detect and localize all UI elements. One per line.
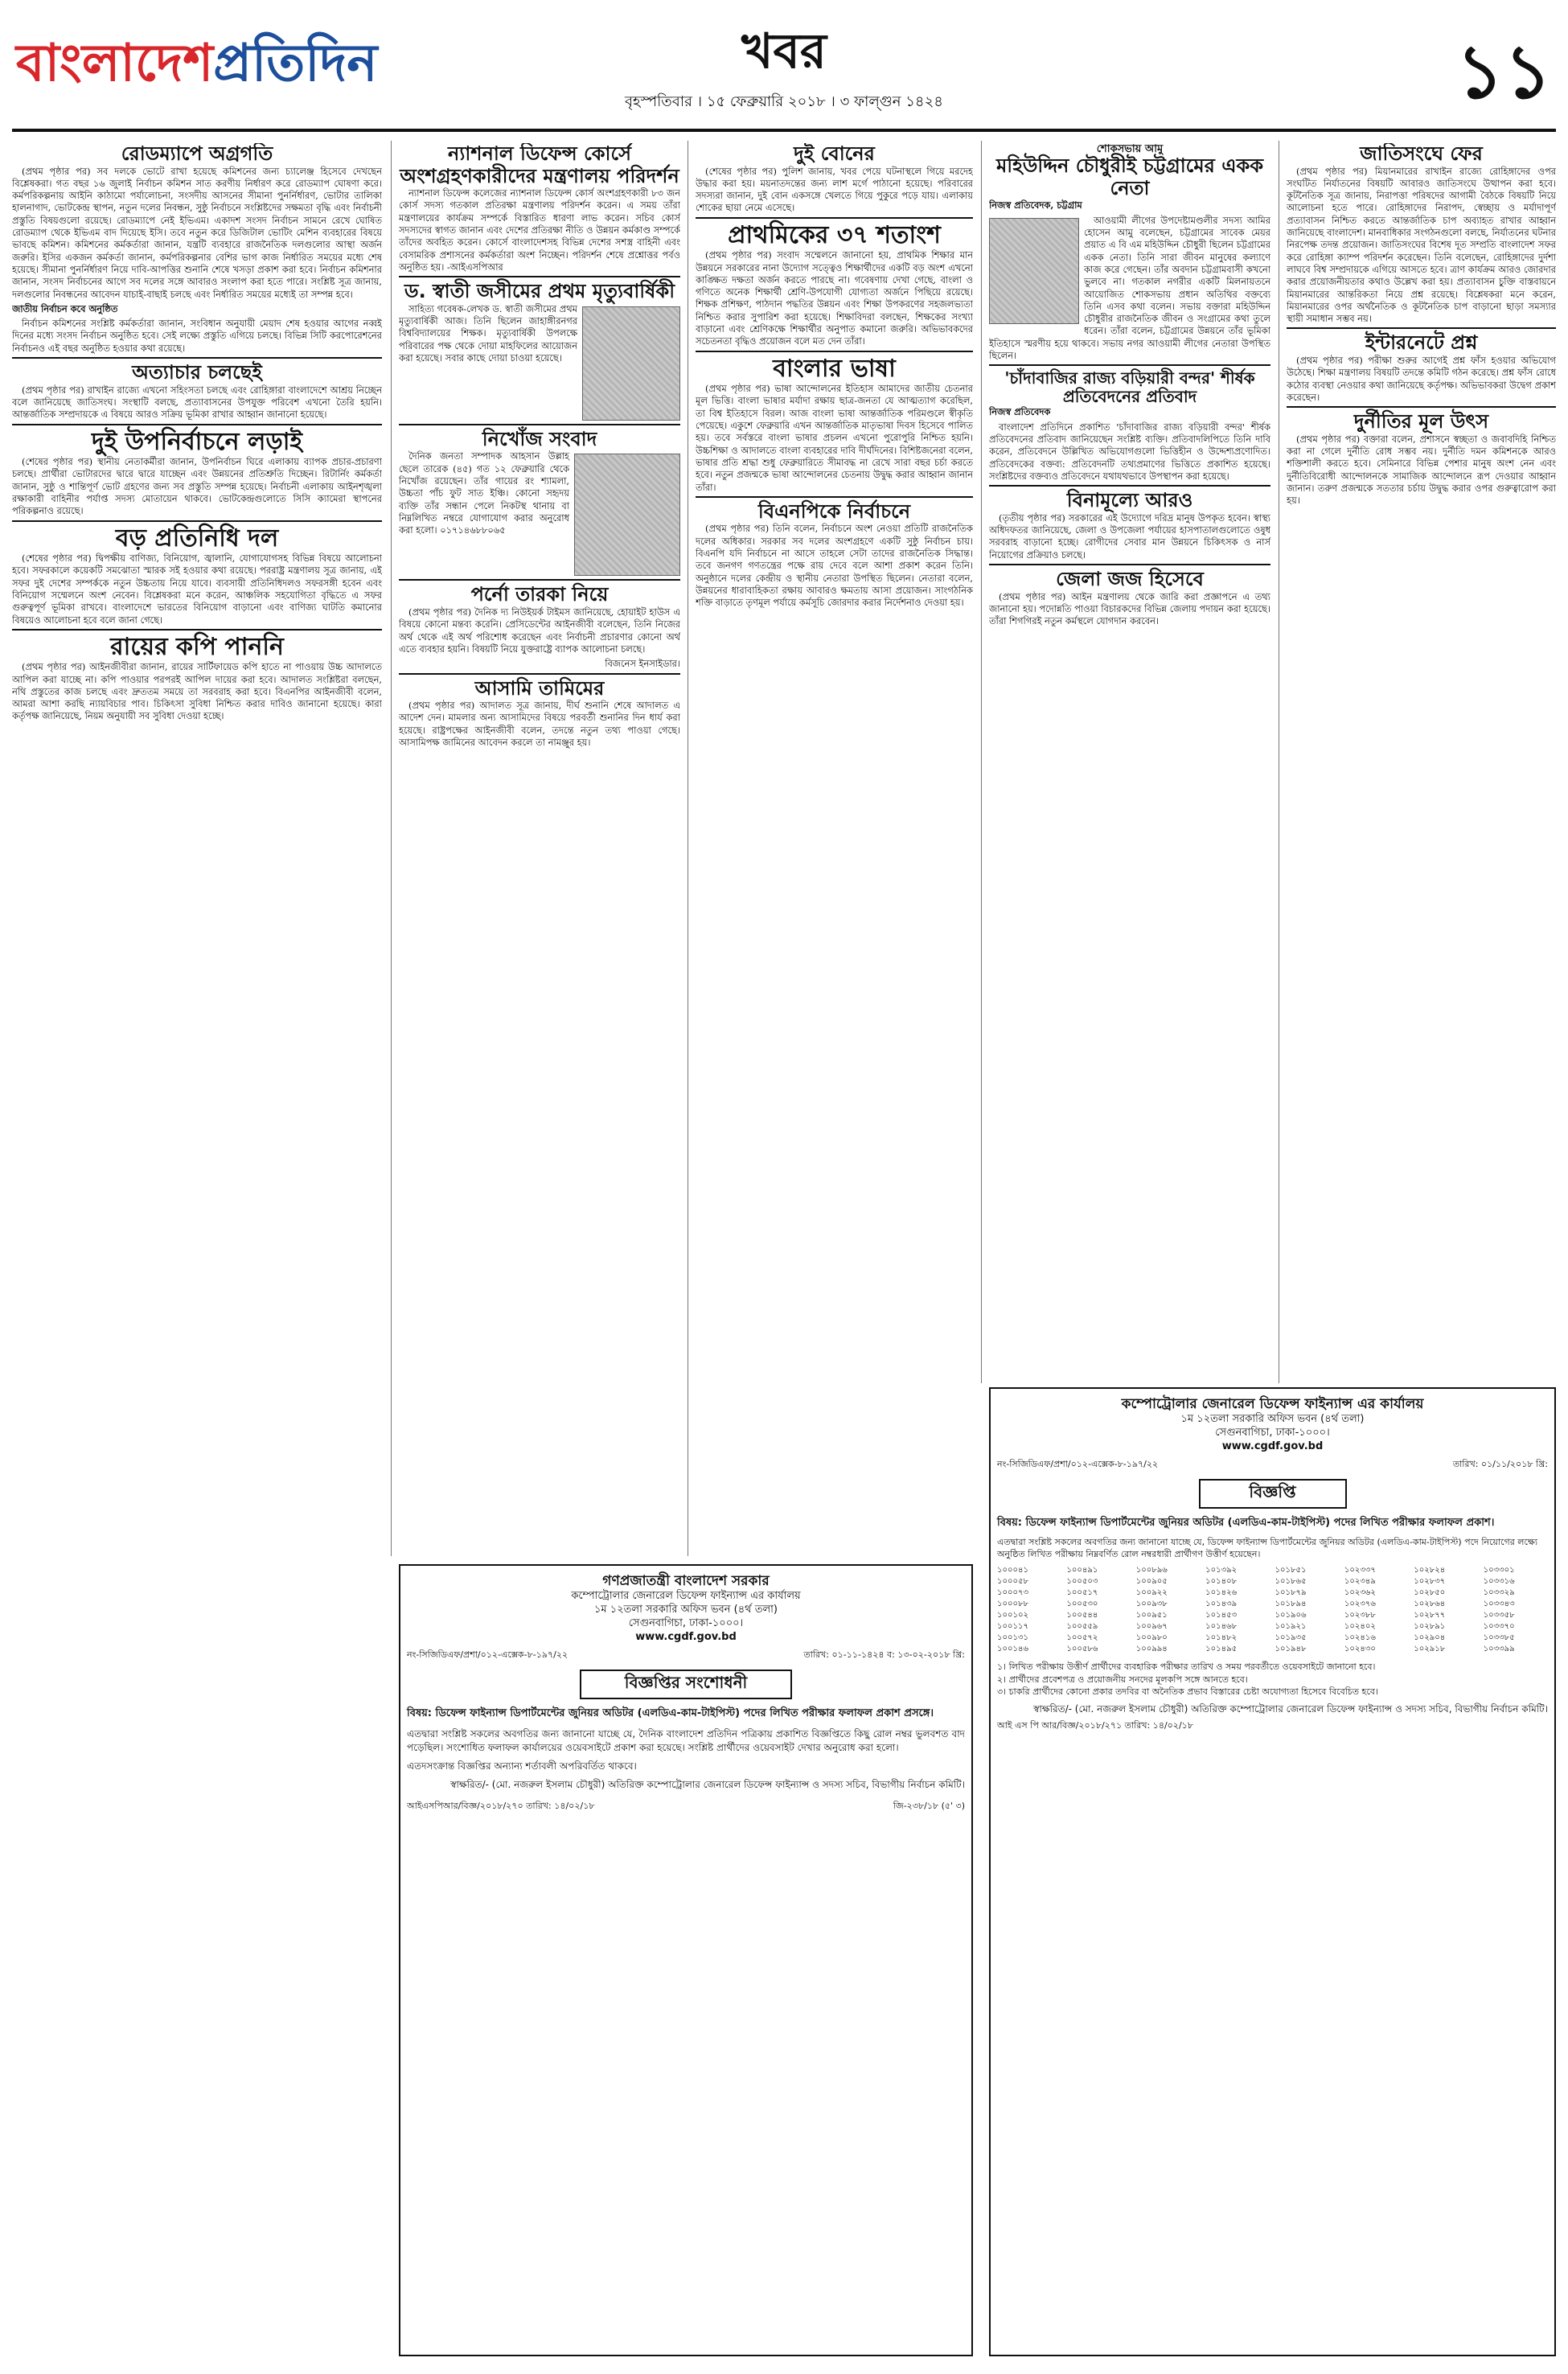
ad1-note: ১। লিখিত পরীক্ষায় উত্তীর্ণ প্রার্থীদের ব্যবহারিক পরীক্ষার তারিখ ও সময় পরবর্তীতে ওয়েবসাইটে জানানো হবে।: [997, 1661, 1376, 1673]
missing-person-photo: [574, 454, 680, 576]
article-body-atrocity: (প্রথম পৃষ্ঠার পর) রাখাইন রাজ্যে এখনো সহিংসতা চলছে এবং রোহিঙ্গারা বাংলাদেশে আশ্রয় নিচ্ছেন বলে জানিয়েছে জাতিসংঘ। সংস্থাটি বলছে, প্রত্যাবাসনের উপযুক্ত পরিবেশ এখনো তৈরি হয়নি। আন্তর্জাতিক সম্প্রদায়কে এ বিষয়ে আরও সক্রিয় ভূমিকা রাখার আহ্বান জানানো হয়েছে।: [12, 384, 382, 421]
roll-number: ১০০০৭৩: [997, 1588, 1028, 1598]
byline-mohiuddin: নিজস্ব প্রতিবেদক, চট্টগ্রাম: [989, 199, 1082, 212]
roll-number: ১০২৩৭৬: [1344, 1600, 1376, 1609]
roll-number: ১০০৪৯১: [1066, 1566, 1098, 1575]
ad2-code: আইএসপিআর/বিজ্ঞ/২০১৮/২৭০ তারিখ: ১৪/০২/১৮: [407, 1801, 595, 1812]
ad2-subject: বিষয়: ডিফেন্স ফাইন্যান্স ডিপার্টমেন্টের জুনিয়র অডিটর (এলডিএ-কাম-টাইপিস্ট) পদের লিখিত পরীক্ষার ফলাফল প্রকাশ প্রসঙ্গে।: [407, 1707, 934, 1719]
roll-number: ১০৩৩২৯: [1483, 1588, 1515, 1598]
headline-bnp[interactable]: বিএনপিকে নির্বাচনে: [696, 496, 973, 524]
headline-twosisters[interactable]: দুই বোনের: [794, 143, 875, 165]
roll-number-grid: [997, 1565, 1548, 1654]
roll-number: ১০২৩৪৯: [1344, 1577, 1376, 1587]
roll-number: ১০০০৪১: [997, 1566, 1028, 1575]
byline-bandar: নিজস্ব প্রতিবেদক: [989, 406, 1051, 418]
roll-number: ১০২৯১৮: [1414, 1645, 1446, 1654]
article-body-missing: দৈনিক জনতা সম্পাদক আহসান উল্লাহ ছেলে তারেক (৪৫) গত ১২ ফেব্রুয়ারি থেকে নিখোঁজ রয়েছেন। তাঁর গায়ের রং শ্যামলা, উচ্চতা পাঁচ ফুট সাত ইঞ্চি। কোনো সহৃদয় ব্যক্তি তাঁর সন্ধান পেলে নিকটস্থ থানায় বা নিম্নলিখিত নম্বরে যোগাযোগ করার অনুরোধ করা হলো। ০১৭১৪৬৮৮০৬৫: [399, 450, 569, 536]
column-5: [1287, 143, 1556, 1378]
column-1: [12, 143, 382, 2347]
subhead-roadmap: জাতীয় নির্বাচন কবে অনুষ্ঠিত: [12, 302, 118, 314]
column-divider: [981, 141, 982, 1383]
ad2-code2: জি-২৩৮/১৮ (৫' ৩): [893, 1801, 965, 1812]
roll-number: ১০০৯৩৮: [1135, 1600, 1168, 1609]
article-body-asami: (প্রথম পৃষ্ঠার পর) আদালত সূত্র জানায়, দীর্ঘ শুনানি শেষে আদালত এ আদেশ দেন। মামলার অন্য আসামিদের বিষয়ে পরবর্তী শুনানির দিন ধার্য করা হয়েছে। রাষ্ট্রপক্ষের আইনজীবী বলেন, তদন্তে নতুন তথ্য পাওয়া গেছে। আসামিপক্ষ জামিনের আবেদন করলে তা নামঞ্জুর হয়।: [399, 700, 680, 749]
ad2-address: সেগুনবাগিচা, ঢাকা-১০০০।: [628, 1616, 744, 1629]
ad1-note: ৩। চাকরি প্রার্থীদের কোনো প্রকার তদবির বা অনৈতিক প্রভাব বিস্তারের চেষ্টা অযোগ্যতা হিসেবে বিবেচিত হবে।: [997, 1686, 1378, 1698]
dateline: বৃহস্পতিবার । ১৫ ফেব্রুয়ারি ২০১৮ । ৩ ফাল্গুন ১৪২৪: [625, 93, 943, 110]
roll-number: ১০২৮৫০: [1414, 1588, 1446, 1598]
headline-atrocity[interactable]: অত্যাচার চলছেই: [12, 357, 382, 384]
article-body-twosisters: (শেষের পৃষ্ঠার পর) পুলিশ জানায়, খবর পেয়ে ঘটনাস্থলে গিয়ে মরদেহ উদ্ধার করা হয়। ময়নাতদন্তের জন্য লাশ মর্গে পাঠানো হয়েছে। পরিবারের সদস্যরা জানান, দুই বোন একসঙ্গে খেলতে গিয়ে পুকুরে পড়ে যায়। এলাকায় শোকের ছায়া নেমে এসেছে।: [696, 165, 973, 214]
article-body-anniversary: সাহিত্য গবেষক-লেখক ড. স্বাতী জসীমের প্রথম মৃত্যুবার্ষিকী আজ। তিনি ছিলেন জাহাঙ্গীরনগর বিশ্ববিদ্যালয়ের শিক্ষক। মৃত্যুবার্ষিকী উপলক্ষে পরিবারের পক্ষ থেকে দোয়া মাহফিলের আয়োজন করা হয়েছে। সবার কাছে দোয়া চাওয়া হয়েছে।: [399, 302, 577, 364]
roll-number: ১০৩৩৮৫: [1483, 1633, 1515, 1643]
ad1-intro: এতদ্বারা সংশ্লিষ্ট সকলের অবগতির জন্য জানানো যাচ্ছে যে, ডিফেন্স ফাইন্যান্স ডিপার্টমেন্টের জুনিয়র অডিটর (এলডিএ-কাম-টাইপিস্ট) পদে নিয়োগের লক্ষ্যে অনুষ্ঠিত লিখিত পরীক্ষায় নিম্নবর্ণিত রোল নম্বরধারী প্রার্থীগণ উত্তীর্ণ হয়েছেন।: [997, 1536, 1538, 1559]
roll-number: ১০২৪১৬: [1344, 1633, 1376, 1643]
headline-language[interactable]: বাংলার ভাষা: [696, 351, 973, 384]
headline-roadmap[interactable]: রোডম্যাপে অগ্রগতি: [121, 143, 273, 165]
roll-number: ১০০০৮৮: [997, 1600, 1028, 1609]
article-body-primary: (প্রথম পৃষ্ঠার পর) সংবাদ সম্মেলনে জানানো হয়, প্রাথমিক শিক্ষার মান উন্নয়নে সরকারের নানা উদ্যোগ সত্ত্বেও শিক্ষার্থীদের একটি বড় অংশ এখনো কাঙ্ক্ষিত দক্ষতা অর্জন করতে পারছে না। গবেষণায় দেখা গেছে, বাংলা ও গণিতে অনেক শিক্ষার্থী শ্রেণি-উপযোগী যোগ্যতা অর্জনে পিছিয়ে রয়েছে। শিক্ষক প্রশিক্ষণ, পাঠদান পদ্ধতির উন্নয়ন এবং শিক্ষা উপকরণের সহজলভ্যতা নিশ্চিত করার সুপারিশ করা হয়েছে। শিক্ষাবিদরা বলছেন, শিক্ষকের সংখ্যা বাড়ানো এবং শ্রেণিকক্ষে শিক্ষার্থীর অনুপাত কমানো জরুরি। অভিভাবকদের সচেতনতা বৃদ্ধিও প্রয়োজন বলে মত দেন তাঁরা।: [696, 249, 973, 347]
roll-number: ১০২৩৬২: [1344, 1588, 1376, 1598]
headline-corruption[interactable]: দুর্নীতির মূল উৎস: [1287, 406, 1556, 433]
roll-number: ১০১৪৯৫: [1205, 1645, 1238, 1654]
article-body-language: (প্রথম পৃষ্ঠার পর) ভাষা আন্দোলনের ইতিহাস আমাদের জাতীয় চেতনার মূল ভিত্তি। বাংলা ভাষার মর্যাদা রক্ষায় ছাত্র-জনতা যে আত্মত্যাগ করেছিল, তা বিশ্ব ইতিহাসে বিরল। আজ বাংলা ভাষা আন্তর্জাতিক পরিমণ্ডলে স্বীকৃতি পেয়েছে। একুশে ফেব্রুয়ারি এখন আন্তর্জাতিক মাতৃভাষা দিবস হিসেবে পালিত হয়। তবে সর্বস্তরে বাংলা ভাষার প্রচলন এখনো পুরোপুরি নিশ্চিত হয়নি। উচ্চশিক্ষা ও আদালতে বাংলা ব্যবহারের দাবি দীর্ঘদিনের। বিশিষ্টজনেরা বলেন, ভাষার প্রতি শ্রদ্ধা শুধু ফেব্রুয়ারিতে সীমাবদ্ধ না রেখে সারা বছর চর্চা করতে হবে। নতুন প্রজন্মকে ভাষা আন্দোলনের চেতনায় উদ্বুদ্ধ করার আহ্বান জানান তাঁরা।: [696, 383, 973, 493]
ad1-website-link[interactable]: www.cgdf.gov.bd: [1221, 1440, 1324, 1452]
headline-primary[interactable]: প্রাথমিকের ৩৭ শতাংশ: [696, 217, 973, 250]
article-body-coffee: (প্রথম পৃষ্ঠার পর) আইনজীবীরা জানান, রায়ের সার্টিফায়েড কপি হাতে না পাওয়ায় উচ্চ আদালতে আপিল করা যাচ্ছে না। কপি পাওয়ার পরপরই আপিল দায়ের করা হবে। আদালত সংশ্লিষ্টরা বলছেন, নথি প্রস্তুতের কাজ চলছে এবং দ্রুততম সময়ে তা সরবরাহ করা হবে। বিএনপির আইনজীবী বলেন, আমরা আশা করছি ন্যায়বিচার পাব। চিকিৎসা সুবিধা নিশ্চিত করার দাবিও জানানো হয়েছে। কারা কর্তৃপক্ষ জানিয়েছে, নিয়ম অনুযায়ী সব সুবিধা দেওয়া হচ্ছে।: [12, 661, 382, 722]
ad2-signature: স্বাক্ষরিত/- (মো. নজরুল ইসলাম চৌধুরী) অতিরিক্ত কম্পোট্রোলার জেনারেল ডিফেন্স ফাইন্যান্স ও সদস্য সচিব, বিভাগীয় নির্বাচন কমিটি।: [450, 1778, 965, 1790]
article-body-bigparty: (শেষের পৃষ্ঠার পর) দ্বিপক্ষীয় বাণিজ্য, বিনিয়োগ, জ্বালানি, যোগাযোগসহ বিভিন্ন বিষয়ে আলোচনা হবে। সফরকালে কয়েকটি সমঝোতা স্মারক সই হওয়ার কথা রয়েছে। পররাষ্ট্র মন্ত্রণালয় সূত্র জানায়, এই সফর দুই দেশের সম্পর্ককে নতুন উচ্চতায় নিয়ে যাবে। ব্যবসায়ী প্রতিনিধিদলও সফরসঙ্গী হবেন এবং বিনিয়োগ সম্মেলনে অংশ নেবেন। বিশ্লেষকরা মনে করেন, আঞ্চলিক সহযোগিতা বৃদ্ধিতে এ সফর গুরুত্বপূর্ণ ভূমিকা রাখবে। বাংলাদেশে ভারতের বিনিয়োগ বাড়ানো এবং বাণিজ্য ঘাটতি কমানোর বিষয়েও আলোচনা হবে বলে জানা গেছে।: [12, 552, 382, 626]
headline-jatisangha[interactable]: জাতিসংঘে ফের: [1360, 143, 1483, 165]
headline-asami[interactable]: আসামি তামিমের: [399, 673, 680, 700]
roll-number: ১০১৮৯৪: [1275, 1600, 1307, 1609]
ad2-website-link[interactable]: www.cgdf.gov.bd: [635, 1630, 737, 1643]
roll-number: ১০০৫০৩: [1066, 1577, 1098, 1587]
ad1-ref: নং-সিজিডিএফ/প্রশা/০১২-এক্সেক-৮-১৯৭/২২: [997, 1458, 1159, 1469]
roll-number: ১০৩৩৯৯: [1483, 1645, 1515, 1654]
article-body-roadmap-2: নির্বাচন কমিশনের সংশ্লিষ্ট কর্মকর্তারা জানান, সংবিধান অনুযায়ী মেয়াদ শেষ হওয়ার আগের নব্বই দিনের মধ্যে সংসদ নির্বাচন অনুষ্ঠিত হবে। সেই লক্ষ্যে প্রস্তুতি এগিয়ে চলছে। বিভিন্ন সিটি করপোরেশনের নির্বাচনও এই বছর অনুষ্ঠিত হওয়ার কথা রয়েছে।: [12, 318, 382, 354]
roll-number: ১০০৯৮০: [1135, 1633, 1168, 1643]
ad1-notes: [997, 1661, 1548, 1698]
masthead-rule: [12, 129, 1556, 132]
roll-number: ১০০৯০৫: [1135, 1577, 1168, 1587]
article-body-byelection: (শেষের পৃষ্ঠার পর) স্থানীয় নেতাকর্মীরা জানান, উপনির্বাচন ঘিরে এলাকায় ব্যাপক প্রচার-প্রচারণা চলছে। প্রার্থীরা ভোটারদের দ্বারে দ্বারে যাচ্ছেন এবং উন্নয়নের প্রতিশ্রুতি দিচ্ছেন। রিটার্নিং কর্মকর্তা জানান, সুষ্ঠু ও শান্তিপূর্ণ ভোট গ্রহণের জন্য সব প্রস্তুতি সম্পন্ন হয়েছে। নির্বাচনী এলাকায় আইনশৃঙ্খলা রক্ষাকারী বাহিনীর পর্যাপ্ত সদস্য মোতায়েন থাকবে। ভোটকেন্দ্রগুলোতে সিসি ক্যামেরা স্থাপনের পরিকল্পনাও রয়েছে।: [12, 456, 382, 517]
article-body-bandar: বাংলাদেশ প্রতিদিনে প্রকাশিত 'চাঁদাবাজির রাজ্য বড়িয়ারী বন্দর' শীর্ষক প্রতিবেদনের প্রতিবাদ জানিয়েছেন সংশ্লিষ্ট ব্যক্তি। প্রতিবাদলিপিতে তিনি দাবি করেন, প্রতিবেদনে উল্লিখিত অভিযোগগুলো ভিত্তিহীন ও উদ্দেশ্যপ্রণোদিত। প্রতিবেদকের বক্তব্য: প্রতিবেদনটি তথ্যপ্রমাণের ভিত্তিতে প্রকাশিত হয়েছে। সংশ্লিষ্টদের বক্তব্যও প্রতিবেদনে যথাযথভাবে উপস্থাপন করা হয়েছে।: [989, 421, 1270, 482]
section-title: খবর: [741, 23, 827, 80]
roll-number: ১০১৪৫৩: [1205, 1611, 1238, 1620]
masthead: [0, 0, 1568, 165]
roll-number: ১০৩৩৫৮: [1483, 1611, 1515, 1620]
headline-defence[interactable]: ন্যাশনাল ডিফেন্স কোর্সে অংশগ্রহণকারীদের মন্ত্রণালয় পরিদর্শন: [400, 143, 679, 187]
govt-notice-correction: [399, 1564, 973, 2356]
headline-anniversary[interactable]: ড. স্বাতী জসীমের প্রথম মৃত্যুবার্ষিকী: [399, 276, 680, 303]
roll-number: ১০০১১৭: [997, 1622, 1028, 1632]
article-body-corruption: (প্রথম পৃষ্ঠার পর) বক্তারা বলেন, প্রশাসনে স্বচ্ছতা ও জবাবদিহি নিশ্চিত করা না গেলে দুর্নীতি রোধ সম্ভব নয়। দুর্নীতি দমন কমিশনকে আরও শক্তিশালী করতে হবে। সেমিনারে বিভিন্ন পেশার মানুষ অংশ নেন এবং দুর্নীতিবিরোধী আন্দোলনকে সামাজিক আন্দোলনে রূপ দেওয়ার আহ্বান জানান। তরুণ প্রজন্মকে সততার চর্চায় উদ্বুদ্ধ করার ওপর গুরুত্বারোপ করা হয়।: [1287, 433, 1556, 507]
roll-number: ১০০৫৪৪: [1066, 1611, 1098, 1620]
roll-number: ১০০১৩১: [997, 1633, 1028, 1643]
headline-porn[interactable]: পর্নো তারকা নিয়ে: [399, 579, 680, 606]
roll-number: ১০২৪০২: [1344, 1622, 1376, 1632]
roll-number: ১০২৮৭৭: [1414, 1611, 1446, 1620]
ad2-title2: কম্পোট্রোলার জেনারেল ডিফেন্স ফাইন্যান্স এর কার্যালয়: [571, 1590, 801, 1603]
roll-number: ১০২৮৯১: [1414, 1622, 1446, 1632]
headline-internet[interactable]: ইন্টারনেটে প্রশ্ন: [1287, 327, 1556, 355]
headline-bigparty[interactable]: বড় প্রতিনিধি দল: [12, 520, 382, 553]
roll-number: ১০০৯২২: [1135, 1588, 1168, 1598]
govt-notice-result: [989, 1387, 1556, 2356]
roll-number: ১০০৯৬৭: [1135, 1622, 1168, 1632]
headline-byelection[interactable]: দুই উপনির্বাচনে লড়াই: [12, 424, 382, 457]
article-body-bnp: (প্রথম পৃষ্ঠার পর) তিনি বলেন, নির্বাচনে অংশ নেওয়া প্রতিটি রাজনৈতিক দলের অধিকার। সরকার সব দলের অংশগ্রহণে একটি সুষ্ঠু নির্বাচন চায়। বিএনপি যদি নির্বাচনে না আসে তাহলে সেটা তাদের রাজনৈতিক সিদ্ধান্ত। তবে জনগণ গণতন্ত্রের পক্ষে রায় দেবে বলে আশা প্রকাশ করেন তিনি। অনুষ্ঠানে দলের কেন্দ্রীয় ও স্থানীয় নেতারা উপস্থিত ছিলেন। নেতারা বলেন, উন্নয়নের ধারাবাহিকতা রক্ষায় আবারও ক্ষমতায় আসা প্রয়োজন। সাংগঠনিক শক্তি বাড়াতে তৃণমূল পর্যায়ে কর্মসূচি জোরদার করার নির্দেশনাও দেওয়া হয়।: [696, 523, 973, 609]
headline-coffee[interactable]: রায়ের কপি পাননি: [12, 629, 382, 662]
roll-number: ১০০৫৭২: [1066, 1633, 1098, 1643]
roll-number: ১০০৫৫৯: [1066, 1622, 1098, 1632]
headline-missing[interactable]: নিখোঁজ সংবাদ: [399, 424, 680, 451]
roll-number: ১০০৫১৭: [1066, 1588, 1098, 1598]
ad2-title: গণপ্রজাতন্ত্রী বাংলাদেশ সরকার: [602, 1573, 770, 1589]
roll-number: ১০১৪৮২: [1205, 1633, 1238, 1643]
roll-number: ১০০৫৩০: [1066, 1600, 1098, 1609]
article-body-roadmap: (প্রথম পৃষ্ঠার পর) সব দলকে ভোটে রাখা হয়েছে কমিশনের জন্য চ্যালেঞ্জ হিসেবে দেখছেন বিশ্লেষকরা। গত বছর ১৬ জুলাই নির্বাচন কমিশন সাত করণীয় নির্ধারণ করে রোডম্যাপ ঘোষণা করে। কর্মপরিকল্পনায় আইনি কাঠামো পর্যালোচনা, সংসদীয় আসনের সীমানা পুনর্নির্ধারণ, ভোটার তালিকা হালনাগাদ, ভোটকেন্দ্র স্থাপন, নতুন দলের নিবন্ধন, সুষ্ঠু নির্বাচনে সংশ্লিষ্টদের সক্ষমতা বৃদ্ধি এবং নির্বাচনী প্রস্তুতি বিষয়গুলো রয়েছে। রোডম্যাপে নেই ইভিএম। একাদশ সংসদ নির্বাচন সামনে রেখে ঘোষিত রোডম্যাপ থেকে ইভিএম বাদ দিয়েছে ইসি। তবে নতুন করে ডিজিটাল ভোটিং মেশিন ব্যবহারের বিষয়ে ভাবছে কমিশন। কমিশনের কর্মকর্তারা জানান, যন্ত্রটি ব্যবহারে রাজনৈতিক দলগুলোর আস্থা অর্জন জরুরি। ইসির একজন কর্মকর্তা জানান, কর্মপরিকল্পনার বেশির ভাগ কাজ নির্ধারিত সময়ের মধ্যে শেষ হয়েছে। সীমানা পুনর্নির্ধারণ নিয়ে দাবি-আপত্তির শুনানি শেষে খসড়া প্রকাশ করা হবে। নির্বাচন কমিশনার জানান, সংসদ নির্বাচনের আগে সব দলের সঙ্গে আবারও সংলাপ করা হতে পারে। সংশ্লিষ্ট সূত্র জানায়, দলগুলোর নিবন্ধনের আবেদন যাচাই-বাছাই চলছে এবং নির্ধারিত সময়ের মধ্যেই তা সম্পন্ন হবে।: [12, 165, 382, 300]
roll-number: ১০৩৩৪৩: [1483, 1600, 1515, 1609]
ad1-notice-label: বিজ্ঞপ্তি: [1199, 1479, 1347, 1509]
ad2-closing: এতদসংক্রান্ত বিজ্ঞপ্তির অন্যান্য শর্তাবলী অপরিবর্তিত থাকবে।: [407, 1760, 637, 1772]
column-2: [399, 143, 680, 1550]
ad1-title2: ১ম ১২তলা সরকারি অফিস ভবন (৪র্থ তলা): [1180, 1413, 1365, 1426]
roll-number: ১০২৩৩৭: [1344, 1566, 1376, 1575]
ad2-title3: ১ম ১২তলা সরকারি অফিস ভবন (৪র্থ তলা): [594, 1603, 778, 1616]
ad2-body: এতদ্বারা সংশ্লিষ্ট সকলের অবগতির জন্য জানানো যাচ্ছে যে, দৈনিক বাংলাদেশ প্রতিদিন পত্রিকায় প্রকাশিত বিজ্ঞপ্তিতে কিছু রোল নম্বর ভুলবশত বাদ পড়েছিল। সংশোধিত ফলাফল কার্যালয়ের ওয়েবসাইটে প্রকাশ করা হয়েছে। সংশ্লিষ্ট প্রার্থীদের ওয়েবসাইট দেখার অনুরোধ করা হলো।: [407, 1727, 965, 1754]
headline-mohiuddin[interactable]: মহিউদ্দিন চৌধুরীই চট্টগ্রামের একক নেতা: [995, 154, 1264, 199]
headline-judge[interactable]: জেলা জজ হিসেবে: [989, 564, 1270, 591]
roll-number: ১০০১৪৬: [997, 1645, 1028, 1654]
ad1-subject: বিষয়: ডিফেন্স ফাইন্যান্স ডিপার্টমেন্টের জুনিয়র অডিটর (এলডিএ-কাম-টাইপিস্ট) পদের লিখিত পরীক্ষার ফলাফল প্রকাশ।: [997, 1516, 1495, 1529]
roll-number: ১০০৯৯৪: [1135, 1645, 1168, 1654]
roll-number: ১০০৮৯৬: [1135, 1566, 1168, 1575]
ad2-notice-label: বিজ্ঞপ্তির সংশোধনী: [580, 1670, 792, 1699]
article-body-mohiuddin: আওয়ামী লীগের উপদেষ্টামণ্ডলীর সদস্য আমির হোসেন আমু বলেছেন, চট্টগ্রামের সাবেক মেয়র প্রয়াত এ বি এম মহিউদ্দিন চৌধুরী ছিলেন চট্টগ্রামের একক নেতা। তিনি সারা জীবন মানুষের কল্যাণে কাজ করে গেছেন। তাঁর অবদান চট্টগ্রামবাসী কখনো ভুলবে না। গতকাল নগরীর একটি মিলনায়তনে আয়োজিত শোকসভায় প্রধান অতিথির বক্তব্যে তিনি এসব কথা বলেন। সভায় বক্তারা মহিউদ্দিন চৌধুরীর রাজনৈতিক জীবন ও সংগ্রামের কথা তুলে ধরেন। তাঁরা বলেন, চট্টগ্রামের উন্নয়নে তাঁর ভূমিকা ইতিহাসে স্মরণীয় হয়ে থাকবে। সভায় নগর আওয়ামী লীগের নেতারা উপস্থিত ছিলেন।: [989, 214, 1270, 362]
roll-number: ১০১৯৩৫: [1275, 1633, 1307, 1643]
roll-number: ১০৩৩০১: [1483, 1566, 1515, 1575]
roll-number: ১০১৮৬৫: [1275, 1577, 1307, 1587]
page-number: ১১: [1455, 29, 1552, 115]
mohiuddin-photo: [989, 218, 1079, 324]
column-divider: [391, 141, 392, 1556]
roll-number: ১০১৪২৬: [1205, 1588, 1238, 1598]
roll-number: ১০১৪৩৯: [1205, 1600, 1238, 1609]
column-3: [696, 143, 973, 1550]
ad1-address: সেগুনবাগিচা, ঢাকা-১০০০।: [1215, 1426, 1330, 1439]
article-body-jatisangha: (প্রথম পৃষ্ঠার পর) মিয়ানমারের রাখাইন রাজ্যে রোহিঙ্গাদের ওপর সংঘটিত নির্যাতনের বিষয়টি আবারও জাতিসংঘে উত্থাপন করা হবে। কূটনৈতিক সূত্র জানায়, নিরাপত্তা পরিষদের আগামী বৈঠকে বিষয়টি নিয়ে আলোচনা হতে পারে। রোহিঙ্গাদের নিরাপদ, স্বেচ্ছায় ও মর্যাদাপূর্ণ প্রত্যাবাসন নিশ্চিত করতে আন্তর্জাতিক চাপ অব্যাহত রাখার আহ্বান জানিয়েছে বাংলাদেশ। মানবাধিকার সংগঠনগুলো বলছে, নির্যাতনের ঘটনার নিরপেক্ষ তদন্ত প্রয়োজন। জাতিসংঘের বিশেষ দূত সম্প্রতি বাংলাদেশ সফর করে রোহিঙ্গা ক্যাম্প পরিদর্শন করেছেন। তিনি বলেছেন, রোহিঙ্গাদের দুর্দশা লাঘবে বিশ্ব সম্প্রদায়কে এগিয়ে আসতে হবে। ত্রাণ কার্যক্রম আরও জোরদার করার প্রয়োজনীয়তার কথাও উল্লেখ করা হয়। প্রত্যাবাসন চুক্তি বাস্তবায়নে মিয়ানমারের আন্তরিকতা নিয়ে প্রশ্ন রয়েছে। বিশ্লেষকরা মনে করেন, মিয়ানমারের ওপর অর্থনৈতিক ও কূটনৈতিক চাপ বাড়ানো ছাড়া সমস্যার স্থায়ী সমাধান সম্ভব নয়।: [1287, 165, 1556, 325]
roll-number: ১০১৯২১: [1275, 1622, 1307, 1632]
headline-bandar[interactable]: 'চাঁদাবাজির রাজ্য বড়িয়ারী বন্দর' শীর্ষক প্রতিবেদনের প্রতিবাদ: [989, 364, 1270, 406]
roll-number: ১০১৩৯২: [1205, 1566, 1238, 1575]
ad1-date: তারিখ: ০১/১১/২০১৮ খ্রি:: [1452, 1458, 1548, 1469]
headline-free[interactable]: বিনামূল্যে আরও: [989, 485, 1270, 512]
newspaper-logo[interactable]: বাংলাদেশপ্রতিদিন: [16, 34, 378, 93]
roll-number: ১০০০৫৮: [997, 1577, 1028, 1587]
column-4: [989, 143, 1270, 1378]
roll-number: ১০১৪৬৮: [1205, 1622, 1238, 1632]
article-body-porn: (প্রথম পৃষ্ঠার পর) দৈনিক দ্য নিউইয়র্ক টাইমস জানিয়েছে, হোয়াইট হাউস এ বিষয়ে কোনো মন্তব্য করেনি। প্রেসিডেন্টের আইনজীবী বলেছেন, তিনি নিজের অর্থ থেকে এই অর্থ পরিশোধ করেছেন এবং নির্বাচনী প্রচারণার কোনো অর্থ এতে ব্যবহার হয়নি। বিষয়টি নিয়ে যুক্তরাষ্ট্রে ব্যাপক আলোচনা চলছে।: [399, 606, 680, 655]
roll-number: ১০১৯৪৮: [1275, 1645, 1307, 1654]
roll-number: ১০২৪৩০: [1344, 1645, 1376, 1654]
ad1-title: কম্পোট্রোলার জেনারেল ডিফেন্স ফাইন্যান্স এর কার্যালয়: [1121, 1396, 1424, 1412]
article-body-internet: (প্রথম পৃষ্ঠার পর) পরীক্ষা শুরুর আগেই প্রশ্ন ফাঁস হওয়ার অভিযোগ উঠেছে। শিক্ষা মন্ত্রণালয় বিষয়টি তদন্তে কমিটি গঠন করেছে। প্রশ্ন ফাঁস রোধে কঠোর ব্যবস্থা নেওয়ার কথা জানিয়েছে কর্তৃপক্ষ। অভিভাবকরা উদ্বেগ প্রকাশ করেছেন।: [1287, 355, 1556, 403]
roll-number: ১০২৩৮৮: [1344, 1611, 1376, 1620]
roll-number: ১০১৮৭৯: [1275, 1588, 1307, 1598]
roll-number: ১০১৯০৬: [1275, 1611, 1307, 1620]
roll-number: ১০৩৩৭০: [1483, 1622, 1515, 1632]
ad2-date: তারিখ: ০১-১১-১৪২৪ ব: ১৩-০২-২০১৮ খ্রি:: [803, 1649, 965, 1660]
article-body-judge: (প্রথম পৃষ্ঠার পর) আইন মন্ত্রণালয় থেকে জারি করা প্রজ্ঞাপনে এ তথ্য জানানো হয়। পদোন্নতি পাওয়া বিচারকদের বিভিন্ন জেলায় পদায়ন করা হয়েছে। তাঁরা শিগগিরই নতুন কর্মস্থলে যোগদান করবেন।: [989, 590, 1270, 627]
roll-number: ১০০৯৫১: [1135, 1611, 1168, 1620]
roll-number: ১০১৮৫১: [1275, 1566, 1307, 1575]
article-tag-porn: বিজনেস ইনসাইডার।: [605, 658, 680, 670]
article-body-defence: ন্যাশনাল ডিফেন্স কলেজের ন্যাশনাল ডিফেন্স কোর্স অংশগ্রহণকারী ৮৩ জন কোর্স সদস্য গতকাল প্রতিরক্ষা মন্ত্রণালয় পরিদর্শন করেন। এ সময় তাঁরা মন্ত্রণালয়ের কার্যক্রম সম্পর্কে বিস্তারিত ধারণা লাভ করেন। সচিব কোর্স সদস্যদের স্বাগত জানান এবং দেশের প্রতিরক্ষা নীতি ও উন্নয়ন কর্মকাণ্ড সম্পর্কে তাঁদের অবহিত করেন। কোর্সে বাংলাদেশসহ বিভিন্ন দেশের সশস্ত্র বাহিনী এবং বেসামরিক প্রশাসনের কর্মকর্তারা অংশ নিচ্ছেন। পরিদর্শন শেষে প্রশ্নোত্তর পর্বও অনুষ্ঠিত হয়। -আইএসপিআর: [399, 187, 680, 273]
roll-number: ১০২৮৩৭: [1414, 1577, 1446, 1587]
roll-number: ১০৩৩১৬: [1483, 1577, 1515, 1587]
roll-number: ১০০৫৮৬: [1066, 1645, 1098, 1654]
ad1-signature: স্বাক্ষরিত/- (মো. নজরুল ইসলাম চৌধুরী) অতিরিক্ত কম্পোট্রোলার জেনারেল ডিফেন্স ফাইন্যান্স ও সদস্য সচিব, বিভাগীয় নির্বাচন কমিটি।: [1033, 1702, 1548, 1715]
ad1-code: আই এস পি আর/বিজ্ঞ/২০১৮/২৭১ তারিখ: ১৪/০২/১৮: [997, 1720, 1193, 1731]
roll-number: ১০০১০২: [997, 1611, 1028, 1620]
article-body-free: (তৃতীয় পৃষ্ঠার পর) সরকারের এই উদ্যোগে দরিদ্র মানুষ উপকৃত হবেন। স্বাস্থ্য অধিদফতর জানিয়েছে, জেলা ও উপজেলা পর্যায়ের হাসপাতালগুলোতে ওষুধ সরবরাহ বাড়ানো হচ্ছে। রোগীদের সেবার মান উন্নয়নে চিকিৎসক ও নার্স নিয়োগের প্রক্রিয়াও চলছে।: [989, 511, 1270, 561]
roll-number: ১০১৪০৮: [1205, 1577, 1238, 1587]
kicker-mohiuddin: শোকসভায় আমু: [1096, 143, 1164, 155]
roll-number: ১০২৮৬৪: [1414, 1600, 1446, 1609]
ad1-note: ২। প্রার্থীদের প্রবেশপত্র ও প্রয়োজনীয় সনদের মূলকপি সঙ্গে আনতে হবে।: [997, 1674, 1248, 1685]
portrait-photo: [582, 306, 680, 421]
roll-number: ১০২৮২৪: [1414, 1566, 1446, 1575]
ad2-ref: নং-সিজিডিএফ/প্রশা/০১২-এক্সেক-৮-১৯৭/২২: [407, 1649, 569, 1660]
roll-number: ১০২৯০৪: [1414, 1633, 1446, 1643]
